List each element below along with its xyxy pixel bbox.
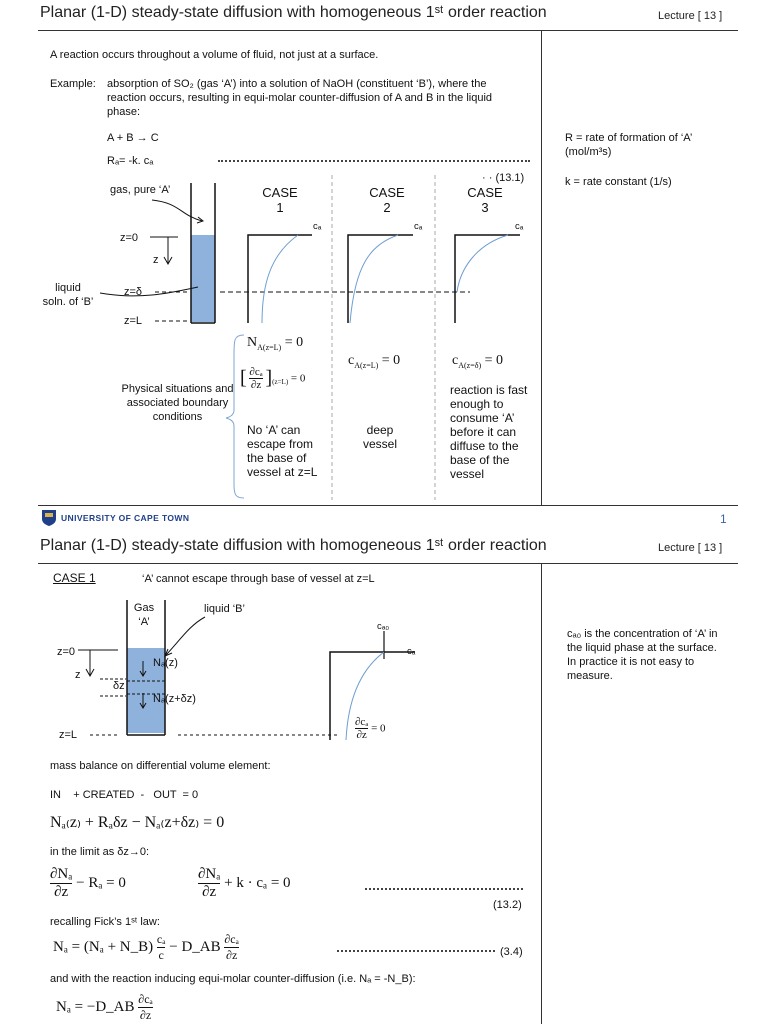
side-note-k: k = rate constant (1/s) [565,176,672,188]
fick-equation: Nₐ = (Nₐ + N_B) $\frac{\text{cₐ}}{c}$ − D_AB $\frac{\text{∂cₐ}}{\partial z}$ [53,932,239,962]
header-rule-2 [38,563,738,564]
reaction-equation: A + B → C [107,132,159,144]
case1-bc-flux: $N_{A(z=L)} = 0$ [247,335,304,352]
header-rule [38,30,738,31]
mass-balance-text: mass balance on differential volume element: [50,760,271,772]
lecture-label: Lecture [ 13 ] [658,10,723,22]
eq-number-13-1: · · (13.1) [482,172,525,184]
case3-description: reaction is fast enough to consume ‘A’ before it can diffuse to the base of the vessel [450,383,528,481]
case-2-heading: CASE 2 [369,185,405,215]
column-divider-2 [541,564,542,1024]
rate-equation: Rₐ= -k. cₐ [107,155,154,167]
final-equation: Nₐ = −D_AB $\frac{\text{∂cₐ}}{\partial z}$ [56,992,153,1022]
case-2-axis-label: cₐ [414,221,423,232]
equation-dn-kc: $\frac{\text{∂Nₐ}}{\partial z}$ + k · cₐ = 0 [198,866,291,900]
university-name: UNIVERSITY OF CAPE TOWN [61,513,190,523]
liquid-pointer-2 [166,617,205,655]
case-3-axis-label: cₐ [515,221,524,232]
na-z-label: Nₐ(z) [153,657,178,669]
slide-2-title: Planar (1-D) steady-state diffusion with homogeneous 1ˢᵗ order reaction [40,537,547,554]
ca-axis-label: cₐ [407,646,416,657]
leader-dots [218,160,530,162]
lecture-label-2: Lecture [ 13 ] [658,542,723,554]
case-3-heading: CASE 3 [467,185,503,215]
side-note-r: R = rate of formation of ‘A’ (mol/m³s) [565,132,692,158]
ca0-axis-label: cₐ₀ [377,621,390,632]
eq-number-13-2: (13.2) [493,899,522,911]
z-arrow-label-2: z [75,669,81,681]
case2-description: deep vessel [362,423,397,451]
eq-number-3-4: (3.4) [500,946,523,958]
liquid-pointer [100,287,198,296]
example-text: absorption of SO₂ (gas ‘A’) into a solution of NaOH (constituent ‘B’), where the reaction occurs, resulting in equi-molar counter-diffusion of A and B in the liquid phase: [107,78,493,118]
ca0-side-note: cₐ₀ is the concentration of ‘A’ in the liquid phase at the surface. In practice it is not easy to measure. [567,628,718,682]
case1-description: No ‘A’ can escape from the base of vessel at z=L [247,423,318,479]
slide-1-title: Planar (1-D) steady-state diffusion with homogeneous 1ˢᵗ order reaction [40,4,547,21]
balance-words: IN + CREATED - OUT = 0 [50,789,199,801]
case3-curve [457,235,508,292]
gas-label: gas, pure ‘A’ [110,184,171,196]
surface-bc: $\frac{\text{∂cₐ}}{\partial z}$ = 0 [355,716,386,741]
case2-curve [350,235,398,323]
case-1-axis-label: cₐ [313,221,322,232]
case-1-heading: CASE 1 [262,185,298,215]
liquid-fill [191,235,215,322]
z-delta-label: z=δ [124,286,143,298]
gas-pointer [152,200,202,221]
uct-shield-icon [40,509,58,527]
dz-label: δz [113,680,125,692]
liquid-label-2: liquid ‘B’ [204,603,245,615]
liquid-label: liquid soln. of ‘B’ [42,282,94,308]
leader-dots-3-4 [337,950,495,952]
column-divider [541,31,542,505]
case-1-heading-2: CASE 1 [53,571,96,585]
case1-curve [262,235,298,323]
case1-bc-gradient: [ $\frac{\text{∂cₐ}}{\partial z}$ ]$_{(z=L)} = 0$ [240,366,306,391]
balance-equation: Nₐ₍z₎ + Rₐδz − Nₐ₍z+δz₎ = 0 [50,814,225,831]
footer-rule [38,505,738,506]
fick-text: recalling Fick’s 1ˢᵗ law: [50,916,160,928]
case2-bc: $c_{A(z=L)} = 0$ [348,353,401,370]
z-arrow-label: z [153,254,159,266]
case1-axes [248,235,312,323]
reaction-text: and with the reaction inducing equi-molar counter-diffusion (i.e. Nₐ = -N_B): [50,973,416,985]
equation-dn-r: $\frac{\text{∂Nₐ}}{\partial z}$ − Rₐ = 0 [50,866,126,900]
intro-text: A reaction occurs throughout a volume of fluid, not just at a surface. [50,49,379,61]
z-L-label: z=L [124,315,143,327]
case3-axes [455,235,520,323]
na-zdz-label: Nₐ(z+δz) [153,693,196,705]
z0-label-2: z=0 [57,646,76,658]
vessel-element-diagram [40,595,500,750]
physical-situations-label: Physical situations and associated boundary conditions [121,383,234,423]
gas-label-2: Gas ‘A’ [133,602,155,628]
z0-label: z=0 [120,232,139,244]
z-L-label-2: z=L [59,729,78,741]
page-number: 1 [720,512,727,526]
leader-dots-13-2 [365,888,523,890]
example-label: Example: [50,78,96,90]
case3-bc: $c_{A(z=\delta)} = 0$ [452,353,504,370]
limit-text: in the limit as δz→0: [50,846,150,858]
case-1-description-2: ‘A’ cannot escape through base of vessel at z=L [142,573,375,585]
